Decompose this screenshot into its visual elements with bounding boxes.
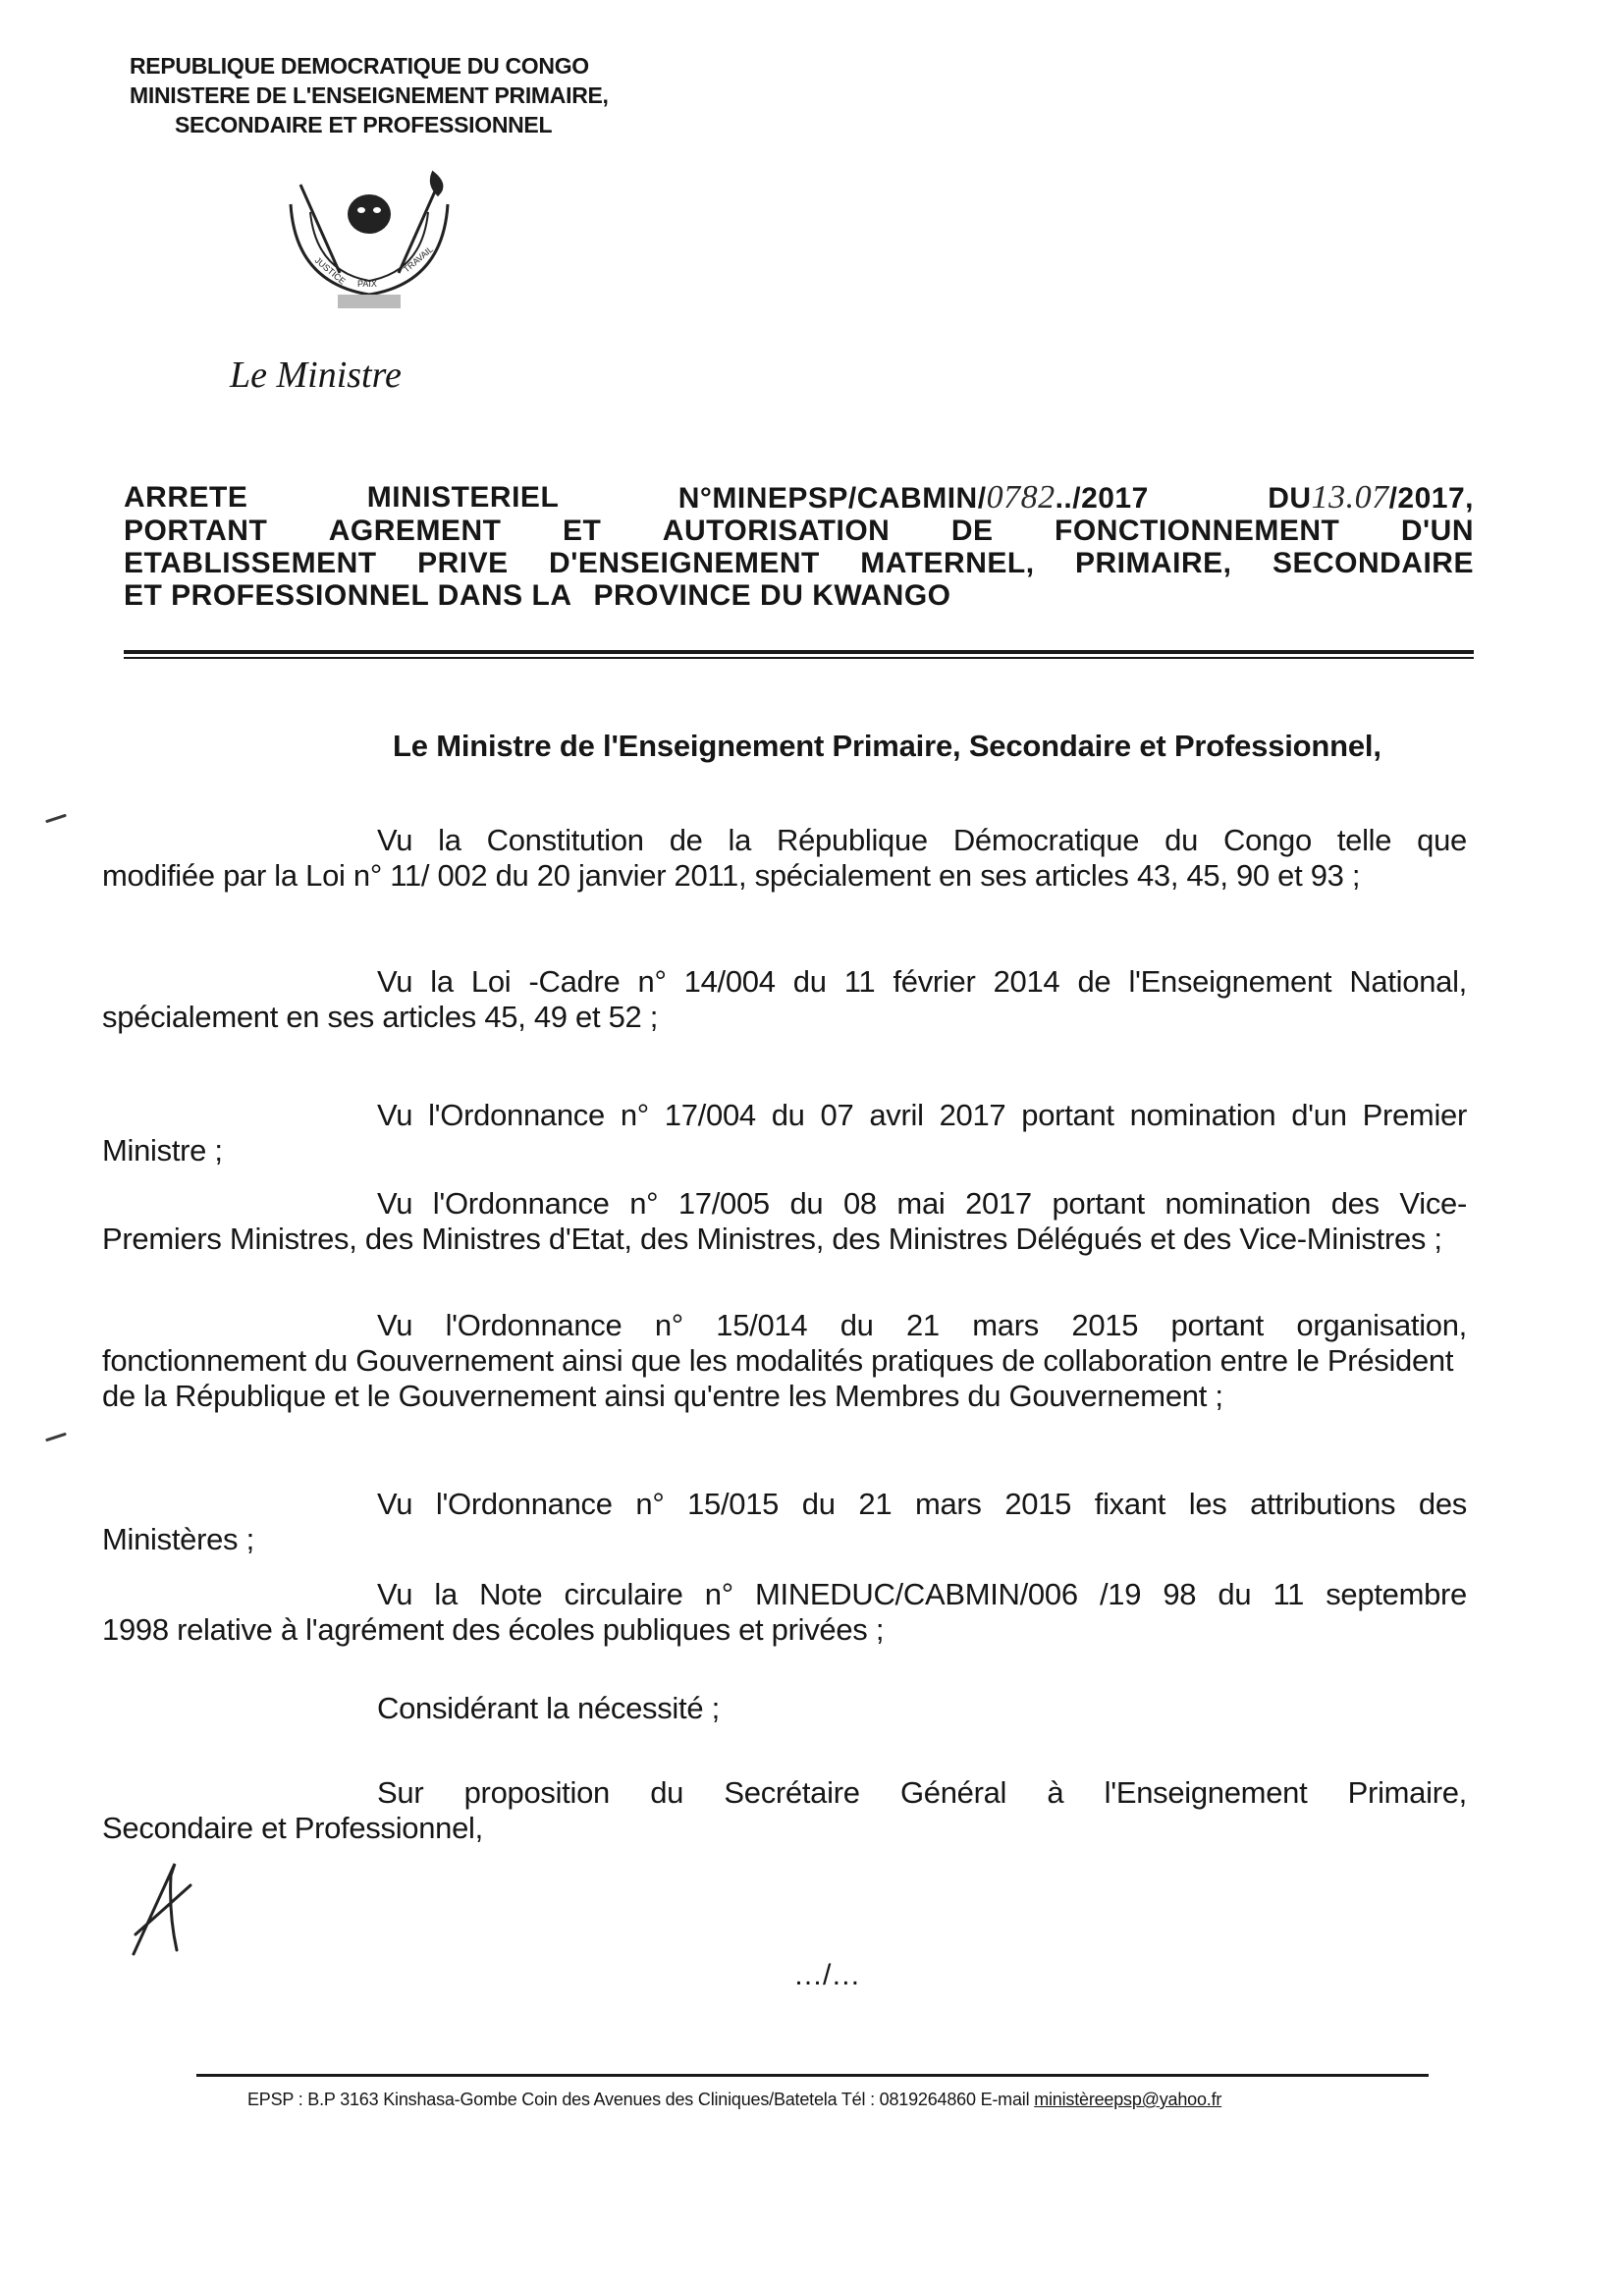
- preamble-paragraph: [102, 1691, 1467, 1726]
- paragraph-first-line: Vu l'Ordonnance n° 15/014 du 21 mars 2015 portant organisation,: [377, 1308, 1467, 1342]
- paragraph-first-line: Vu la Constitution de la République Démocratique du Congo telle que: [377, 823, 1467, 857]
- handwritten-initials: [126, 1856, 194, 1964]
- paragraph-first-line: Considérant la nécessité ;: [377, 1691, 720, 1725]
- paragraph-rest: 1998 relative à l'agrément des écoles publiques et privées ;: [102, 1612, 885, 1647]
- preamble-paragraph: [102, 1487, 1467, 1557]
- arrete-heading: [124, 481, 1474, 612]
- arrete-label: ARRETE: [124, 481, 248, 514]
- heading-underline-thin: [124, 657, 1474, 659]
- paragraph-rest: Ministre ;: [102, 1133, 223, 1168]
- ref-prefix: N°MINEPSP/CABMIN/: [677, 482, 987, 515]
- ref-number-handwritten: 0782: [986, 479, 1056, 516]
- paragraph-rest: Premiers Ministres, des Ministres d'Etat, des Ministres, des Ministres Délégués et des Vice-Ministres ;: [102, 1222, 1442, 1256]
- scan-mark: [45, 814, 67, 824]
- header-line-country: REPUBLIQUE DEMOCRATIQUE DU CONGO: [130, 53, 589, 79]
- du-label: DU: [1268, 482, 1312, 515]
- paragraph-first-line: Vu l'Ordonnance n° 17/004 du 07 avril 2017 portant nomination d'un Premier: [377, 1098, 1467, 1132]
- continuation-mark: …/…: [793, 1959, 861, 1991]
- emblem-word-paix: PAIX: [357, 279, 377, 289]
- coat-of-arms-emblem: [271, 165, 467, 312]
- date-year: /2017,: [1388, 482, 1474, 515]
- arrete-word: AUTORISATION: [662, 515, 891, 547]
- arrete-line-1: [124, 481, 1474, 515]
- arrete-line-2: [124, 515, 1474, 547]
- paragraph-first-line: Vu l'Ordonnance n° 15/015 du 21 mars 2015 fixant les attributions des: [377, 1487, 1467, 1521]
- arrete-word: D'ENSEIGNEMENT: [549, 547, 820, 579]
- arrete-word: SECONDAIRE: [1272, 547, 1474, 579]
- emblem-word-justice: JUSTICE: [312, 254, 348, 287]
- letterhead: [130, 51, 609, 139]
- header-line-ministry: MINISTERE DE L'ENSEIGNEMENT PRIMAIRE,: [130, 82, 609, 108]
- preamble-paragraph: [102, 1577, 1467, 1648]
- arrete-word: ETABLISSEMENT: [124, 547, 377, 579]
- paragraph-rest: Secondaire et Professionnel,: [102, 1811, 483, 1845]
- date-handwritten: 13.07: [1311, 479, 1389, 516]
- emblem-word-travail: TRAVAIL: [401, 244, 436, 275]
- arrete-reference: [678, 481, 1149, 515]
- arrete-line-4-end: PROVINCE DU KWANGO: [593, 579, 951, 612]
- footer-address: EPSP : B.P 3163 Kinshasa-Gombe Coin des Avenues des Cliniques/Batetela Tél : 0819264860 E-mail: [247, 2090, 1030, 2109]
- arrete-line-3: [124, 547, 1474, 579]
- arrete-word: PRIMAIRE,: [1075, 547, 1232, 579]
- arrete-word: PRIVE: [417, 547, 509, 579]
- footer-contact: [247, 2090, 1221, 2110]
- preamble-paragraph: [102, 1775, 1467, 1846]
- paragraph-first-line: Vu l'Ordonnance n° 17/005 du 08 mai 2017 portant nomination des Vice-: [377, 1186, 1467, 1221]
- arrete-word: PORTANT: [124, 515, 268, 547]
- paragraph-rest: spécialement en ses articles 45, 49 et 52 ;: [102, 1000, 659, 1034]
- paragraph-first-line: Vu la Note circulaire n° MINEDUC/CABMIN/006 /19 98 du 11 septembre: [377, 1577, 1467, 1611]
- arrete-word: ET: [562, 515, 602, 547]
- arrete-word: AGREMENT: [328, 515, 502, 547]
- preamble-paragraph: [102, 1186, 1467, 1257]
- scan-mark: [45, 1433, 67, 1442]
- heading-underline: [124, 650, 1474, 654]
- preamble-paragraph: [102, 1098, 1467, 1169]
- header-line-ministry-cont: SECONDAIRE ET PROFESSIONNEL: [175, 112, 553, 137]
- paragraph-rest: modifiée par la Loi n° 11/ 002 du 20 janvier 2011, spécialement en ses articles 43, 45, 90 et 93 ;: [102, 858, 1361, 893]
- arrete-word: MATERNEL,: [860, 547, 1035, 579]
- arrete-word: D'UN: [1400, 515, 1474, 547]
- arrete-line-4-start: ET PROFESSIONNEL DANS LA: [124, 579, 572, 612]
- preamble-paragraph: [102, 1308, 1467, 1414]
- paragraph-rest: Ministères ;: [102, 1522, 254, 1556]
- footer-email-link[interactable]: ministèreepsp@yahoo.fr: [1034, 2090, 1222, 2109]
- minister-title: Le Ministre: [230, 354, 402, 396]
- arrete-word: DE: [950, 515, 994, 547]
- footer-rule: [196, 2074, 1429, 2077]
- preamble-minister: Le Ministre de l'Enseignement Primaire, Secondaire et Professionnel,: [393, 729, 1381, 763]
- arrete-label-2: MINISTERIEL: [366, 481, 560, 514]
- ref-year: ../2017: [1055, 482, 1149, 515]
- paragraph-first-line: Sur proposition du Secrétaire Général à l'Enseignement Primaire,: [377, 1775, 1467, 1810]
- arrete-date: [1268, 481, 1474, 515]
- arrete-word: FONCTIONNEMENT: [1055, 515, 1340, 547]
- paragraph-rest: fonctionnement du Gouvernement ainsi que les modalités pratiques de collaboration entre le Président de la République et le Gouvernement ainsi qu'entre les Membres du Gouvernement ;: [102, 1343, 1454, 1413]
- preamble-paragraph: [102, 823, 1467, 894]
- paragraph-first-line: Vu la Loi -Cadre n° 14/004 du 11 février 2014 de l'Enseignement National,: [377, 964, 1467, 999]
- arrete-line-4: [124, 579, 1474, 612]
- preamble-paragraph: [102, 964, 1467, 1035]
